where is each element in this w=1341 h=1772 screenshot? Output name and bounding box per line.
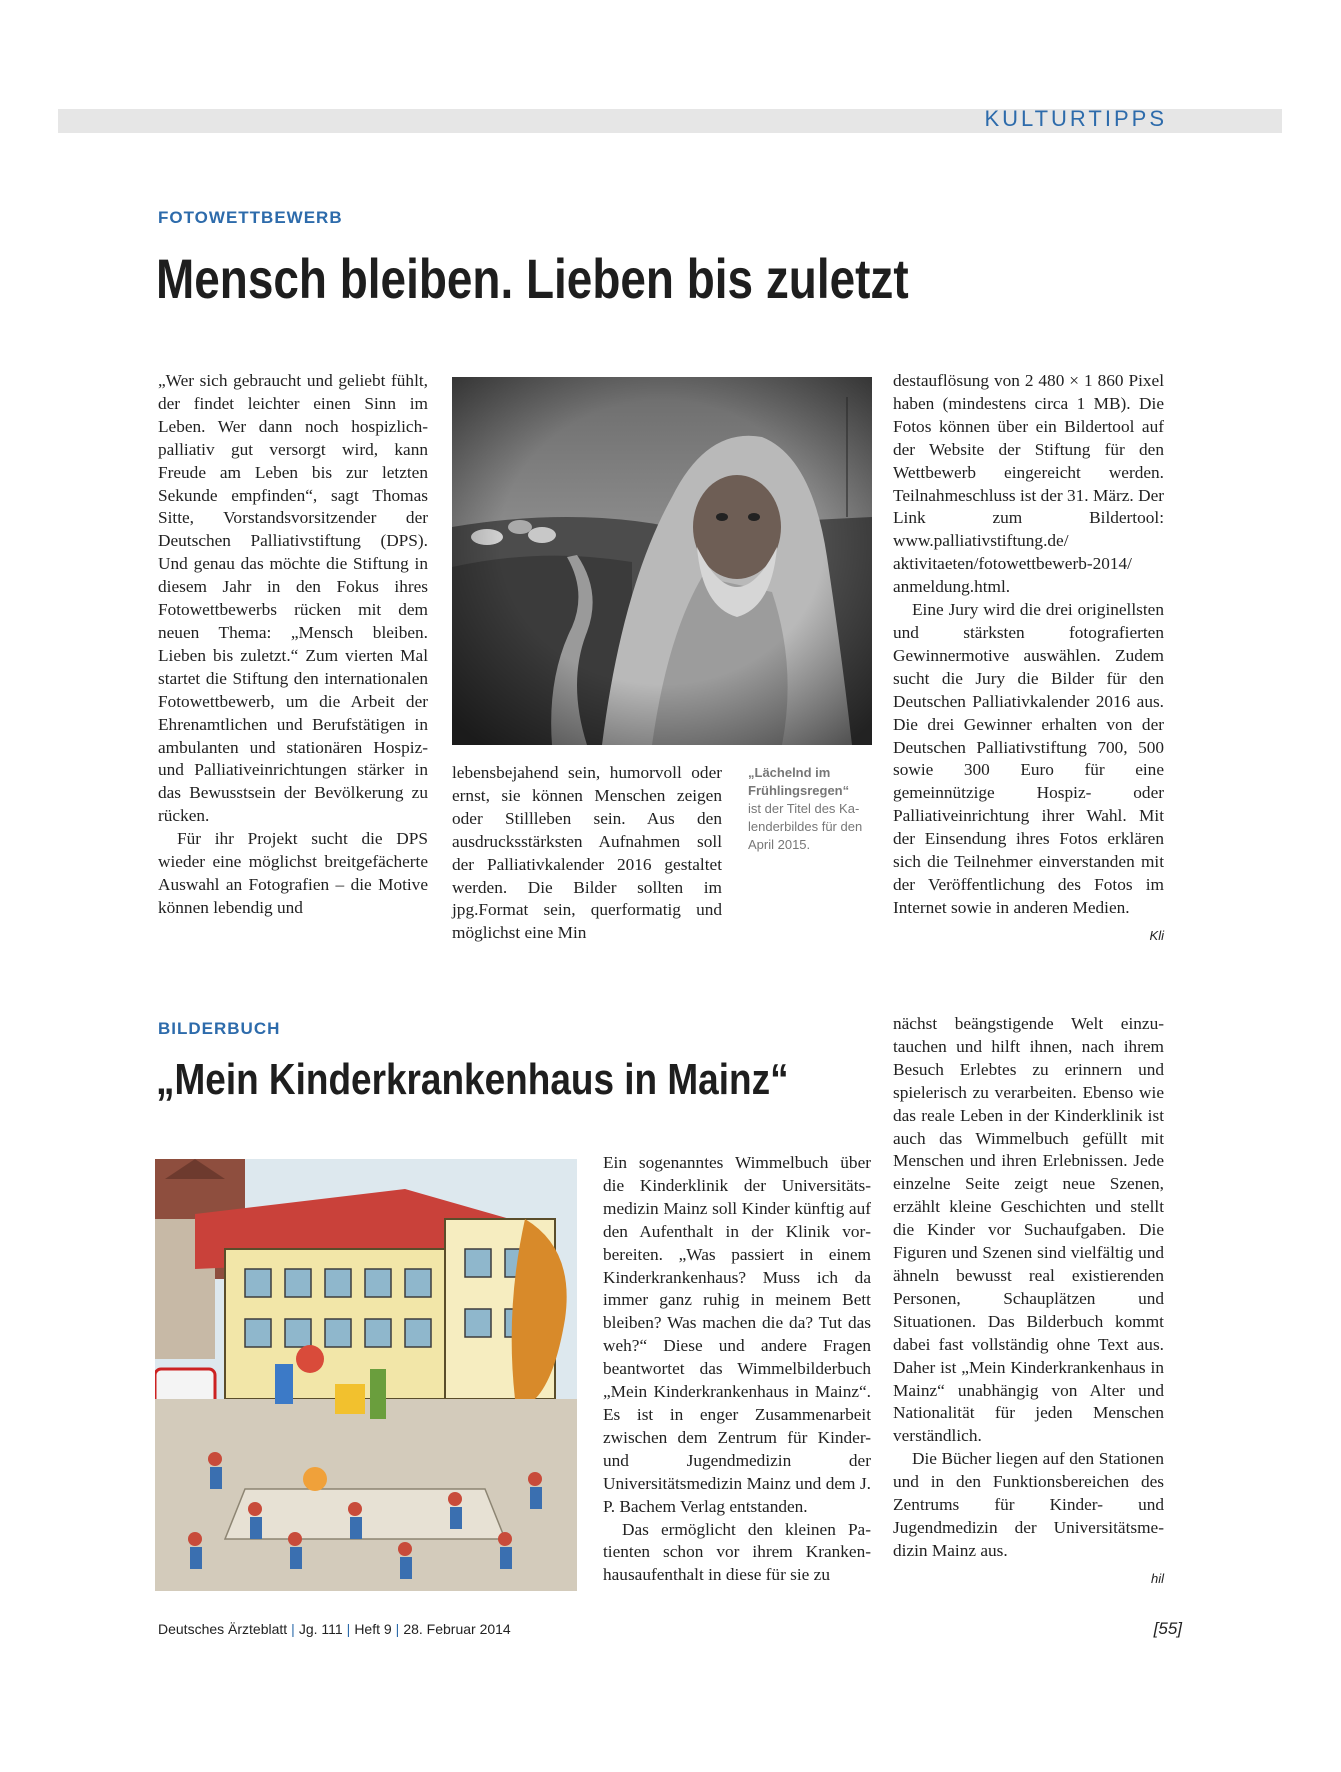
article2-paragraph: Die Bücher liegen auf den Stationen und in den Funktionsbereichen des Zentrums für Kinder- und Jugendmedizin der Universitätsmedizin Mainz aus. (893, 1449, 1164, 1560)
article1-column-3 (893, 370, 1164, 948)
journal-issue: Heft 9 (354, 1621, 392, 1637)
footer-divider: | (395, 1621, 400, 1637)
journal-name: Deutsches Ärzteblatt (158, 1621, 288, 1637)
section-label: KULTURTIPPS (984, 106, 1167, 131)
article2-headline: „Mein Kinderkrankenhaus in Mainz“ (156, 1055, 789, 1104)
article2-paragraph: Ein sogenanntes Wimmelbuch über die Kinderklinik der Universitätsmedizin Mainz soll Kinder künftig auf den Aufenthalt in der Klinik vorbereiten. „Was passiert in einem Kinderkrankenhaus? Muss ich da immer ganz ruhig in meinem Bett bleiben? Was machen die da? Tut das weh?“ Diese und andere Fragen beantwortet das Wimmelbilderbuch „Mein Kinderkrankenhaus in Mainz“. Es ist in enger Zusammenarbeit zwischen dem Zentrum für Kinder- und Jugendmedizin der Universitätsmedizin Mainz und dem J. P. Bachem Verlag entstanden. (603, 1153, 871, 1516)
article2-column-2 (603, 1152, 871, 1587)
author-signoff: hil (1150, 1570, 1164, 1586)
article1-column-1 (158, 370, 428, 920)
article1-paragraph: Für ihr Projekt sucht die DPS wieder eine möglichst breitgefächerte Auswahl an Fotografien – die Motive können lebendig und (158, 829, 428, 917)
article2-column-3 (893, 1013, 1164, 1591)
caption-text: ist der Titel des Kalenderbildes für den April 2015. (748, 801, 863, 852)
article1-paragraph: destauflösung von 2 480 × 1 860 Pixel haben (mindestens circa 1 MB). Die Fotos können über ein Bildertool auf der Website der Stiftung für den Wettbewerb eingereicht werden. Teilnahmeschluss ist der 31. März. Der Link zum Bildertool: www.palliativstiftung.de/ aktivitaeten/fotowettbewerb-2014/ anmeldung.html. (893, 371, 1164, 597)
article1-kicker: FOTOWETTBEWERB (158, 208, 343, 227)
photo-man-in-rain (452, 377, 872, 745)
page-footer (158, 1621, 511, 1637)
photo-caption (748, 764, 873, 854)
author-signoff: Kli (1149, 927, 1164, 943)
article2-kicker: BILDERBUCH (158, 1019, 281, 1038)
footer-divider: | (291, 1621, 295, 1637)
article1-column-2 (452, 762, 722, 945)
article1-paragraph: „Wer sich gebraucht und geliebt fühlt, der findet leichter einen Sinn im Leben. Wer dann noch hospizlich-palliativ gut versorgt wird, kann Freude am Leben bis zur letzten Sekunde empfinden“, sagt Thomas Sitte, Vorstandsvorsitzender der Deutschen Palliativstiftung (DPS). Und genau das möchte die Stiftung in diesem Jahr in den Fokus ihres Fotowettbewerbs rücken mit dem neuen Thema: „Mensch bleiben. Lieben bis zuletzt.“ Zum vierten Mal startet die Stiftung den internationalen Fotowettbewerb, um die Arbeit der Ehrenamtlichen und Berufstätigen in ambulanten und stationären Hospiz- und Palliativeinrichtungen stärker in das Bewusstsein der Bevölkerung zu rücken. (158, 371, 428, 826)
journal-volume: Jg. 111 (298, 1621, 343, 1637)
page-number: [55] (1153, 1619, 1182, 1638)
issue-date: 28. Februar 2014 (403, 1621, 511, 1637)
caption-title: „Lächelnd im Frühlingsregen“ (748, 765, 850, 798)
article2-paragraph: Das ermöglicht den kleinen Patienten schon vor ihrem Krankenhausaufenthalt in diese für sie zu (603, 1519, 871, 1585)
article1-paragraph: Eine Jury wird die drei originellsten und stärksten fotografierten Gewinnermotive auswählen. Zudem sucht die Jury die Bilder für den Deutschen Palliativkalender 2016 aus. Die drei Gewinner erhalten von der Deutschen Palliativstiftung 700, 500 sowie 300 Euro für eine gemeinnützige Hospiz- oder Palliativeinrichtung ihrer Wahl. Mit der Einsendung ihres Fotos erklären sich die Teilnehmer einverstanden mit der Veröffentlichung des Fotos im Internet sowie in anderen Medien. (893, 600, 1164, 917)
footer-divider: | (346, 1621, 351, 1637)
article2-paragraph: nächst beängstigende Welt einzutauchen und hilft ihnen, nach ihrem Besuch Erlebtes zu erinnern und spielerisch zu verarbeiten. Ebenso wie das reale Leben in der Kinderklinik ist auch das Wimmelbuch gefüllt mit Menschen und ihren Erlebnissen. Jede einzelne Seite zeigt neue Szenen, erzählt kleine Geschichten und stellt die Kinder vor Suchaufgaben. Die Figuren und Szenen sind vielfältig und ähneln bewusst real existierenden Personen, Schauplätzen und Situationen. Das Bilderbuch kommt dabei fast vollständig ohne Text aus. Daher ist „Mein Kinderkrankenhaus in Mainz“ unabhängig von Alter und Nationalität für jeden Menschen verständlich. (893, 1014, 1164, 1446)
article1-headline: Mensch bleiben. Lieben bis zuletzt (156, 247, 909, 310)
illustration-childrens-hospital (155, 1159, 577, 1591)
article1-paragraph: lebensbejahend sein, humorvoll oder ernst, sie können Menschen zeigen oder Stillleben sein. Aus den ausdrucksstärksten Aufnahmen soll der Palliativkalender 2016 gestaltet werden. Die Bilder sollten im jpg.Format sein, querformatig und möglichst eine Min (452, 763, 722, 943)
